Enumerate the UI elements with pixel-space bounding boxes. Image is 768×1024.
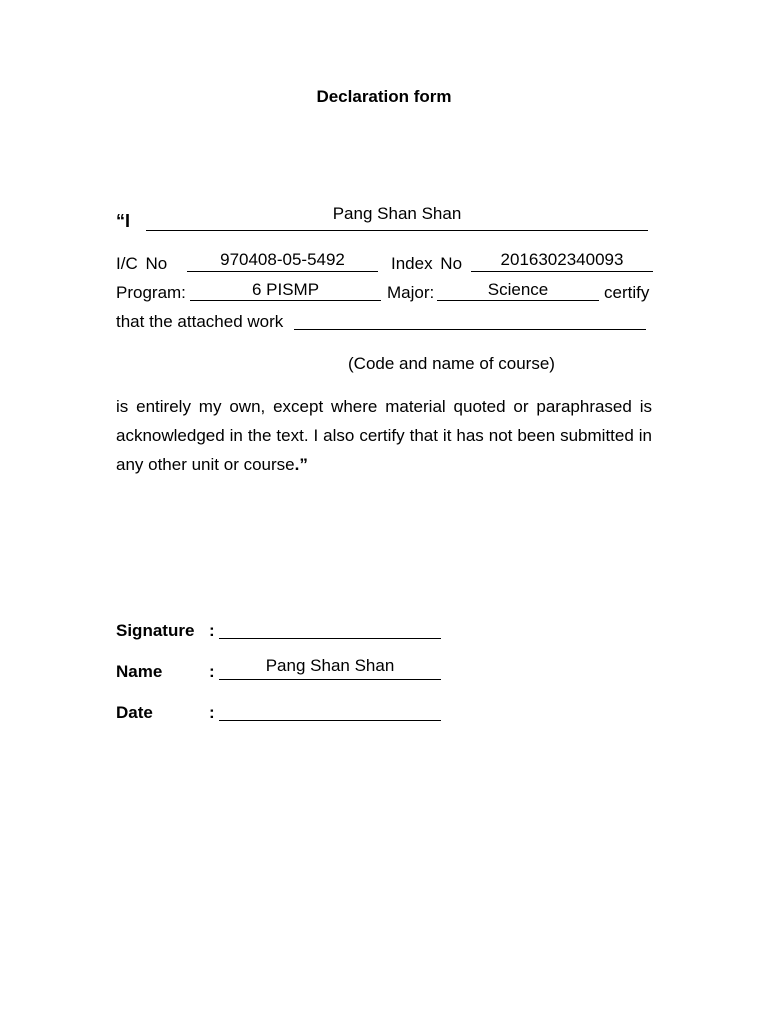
ic-underline [187, 271, 378, 272]
program-label: Program: [116, 283, 186, 302]
declaration-paragraph [116, 392, 652, 479]
program-underline [190, 300, 381, 301]
major-field[interactable]: Science [487, 280, 549, 299]
major-underline [437, 300, 599, 301]
ic-label: I/C No [116, 254, 168, 273]
attached-work-label: that the attached work [116, 312, 284, 331]
certify-word: certify [604, 283, 650, 302]
signoff-name-underline [219, 679, 441, 680]
closing-quote: .” [294, 455, 308, 474]
major-label: Major: [387, 283, 435, 302]
form-title: Declaration form [316, 87, 452, 106]
name-colon: : [209, 662, 215, 681]
signature-label: Signature [116, 621, 195, 640]
signature-field[interactable] [219, 638, 441, 639]
course-hint: (Code and name of course) [348, 354, 555, 373]
ic-number-field[interactable]: 970408-05-5492 [220, 250, 345, 269]
student-name-field[interactable]: Pang Shan Shan [332, 204, 462, 223]
program-field[interactable]: 6 PISMP [251, 280, 320, 299]
name-label: Name [116, 662, 163, 681]
open-quote-i: “I [116, 211, 131, 231]
course-underline[interactable] [294, 329, 646, 330]
declaration-body: is entirely my own, except where material quoted or paraphrased is acknowledged in the text. I also certify that it has not been submitted in any other unit or course [116, 397, 652, 474]
signoff-name-field[interactable]: Pang Shan Shan [265, 656, 395, 675]
name-underline [146, 230, 648, 231]
date-colon: : [209, 703, 215, 722]
index-label: Index No [391, 254, 463, 273]
signature-colon: : [209, 621, 215, 640]
date-label: Date [116, 703, 153, 722]
index-number-field[interactable]: 2016302340093 [500, 250, 624, 269]
date-field[interactable] [219, 720, 441, 721]
index-underline [471, 271, 653, 272]
